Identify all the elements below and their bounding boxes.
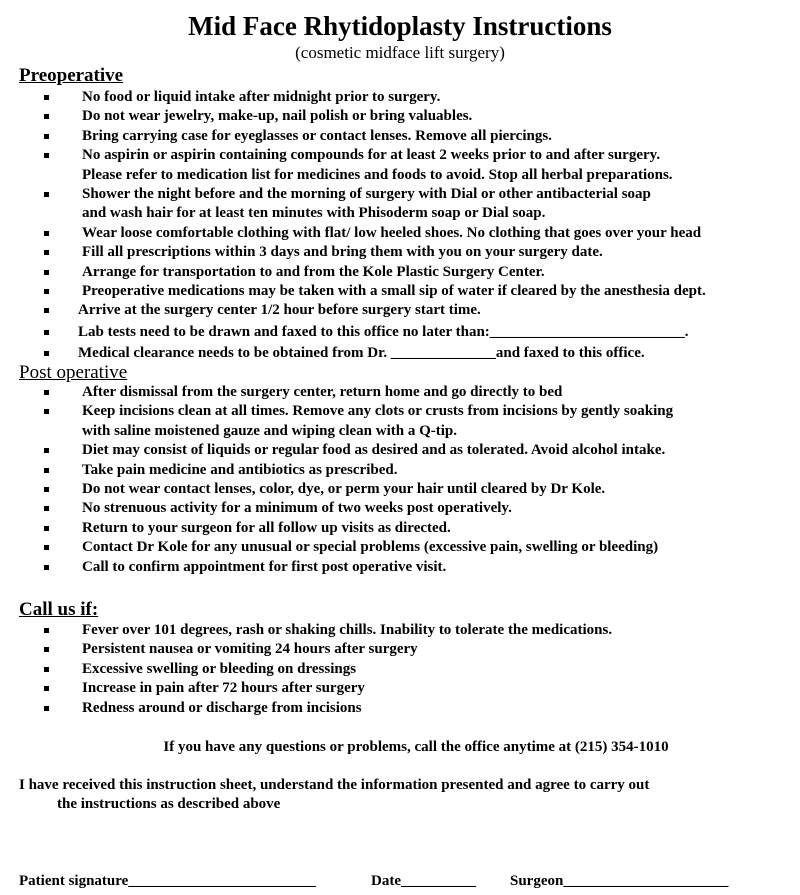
page-title: Mid Face Rhytidoplasty Instructions	[188, 11, 612, 41]
list-item: Arrive at the surgery center 1/2 hour before surgery start time.	[0, 301, 800, 320]
postoperative-list	[0, 383, 800, 577]
surgeon-signature-field[interactable]: Surgeon______________________	[510, 873, 729, 889]
list-item: Do not wear jewelry, make-up, nail polish or bring valuables.	[0, 107, 800, 126]
list-item-continuation: and wash hair for at least ten minutes with Phisoderm soap or Dial soap.	[82, 205, 546, 222]
list-item: Call to confirm appointment for first post operative visit.	[0, 558, 800, 577]
postoperative-heading: Post operative	[19, 362, 128, 383]
list-item: Lab tests need to be drawn and faxed to this office no later than:__________________________.	[0, 323, 800, 342]
list-item: Persistent nausea or vomiting 24 hours after surgery	[0, 640, 800, 659]
acknowledgement	[19, 776, 649, 815]
list-item: Arrange for transportation to and from the Kole Plastic Surgery Center.	[0, 263, 800, 282]
list-item: No strenuous activity for a minimum of two weeks post operatively.	[0, 499, 800, 518]
list-item: Contact Dr Kole for any unusual or special problems (excessive pain, swelling or bleeding)	[0, 538, 800, 557]
list-item: Shower the night before and the morning of surgery with Dial or other antibacterial soap	[0, 185, 800, 204]
acknowledgement-line: the instructions as described above	[57, 796, 281, 813]
call-us-list	[0, 621, 800, 718]
list-item: Increase in pain after 72 hours after surgery	[0, 679, 800, 698]
list-item: Diet may consist of liquids or regular food as desired and as tolerated. Avoid alcohol intake.	[0, 441, 800, 460]
list-item: Medical clearance needs to be obtained from Dr. ______________and faxed to this office.	[0, 344, 800, 363]
list-item: Fever over 101 degrees, rash or shaking chills. Inability to tolerate the medications.	[0, 621, 800, 640]
list-item: No aspirin or aspirin containing compounds for at least 2 weeks prior to and after surgery.	[0, 146, 800, 165]
list-item: Wear loose comfortable clothing with flat/ low heeled shoes. No clothing that goes over your head	[0, 224, 800, 243]
list-item: Do not wear contact lenses, color, dye, or perm your hair until cleared by Dr Kole.	[0, 480, 800, 499]
page-subtitle: (cosmetic midface lift surgery)	[295, 43, 505, 62]
contact-line: If you have any questions or problems, call the office anytime at (215) 354-1010	[163, 739, 669, 755]
list-item: Keep incisions clean at all times. Remove any clots or crusts from incisions by gently soaking	[0, 402, 800, 421]
date-field[interactable]: Date__________	[371, 873, 476, 889]
list-item-continuation: with saline moistened gauze and wiping clean with a Q-tip.	[82, 422, 458, 439]
preoperative-heading: Preoperative	[19, 65, 124, 86]
list-item: Preoperative medications may be taken with a small sip of water if cleared by the anesthesia dept.	[0, 282, 800, 301]
list-item: Return to your surgeon for all follow up visits as directed.	[0, 519, 800, 538]
patient-signature-field[interactable]: Patient signature_________________________	[19, 873, 316, 889]
list-item: No food or liquid intake after midnight prior to surgery.	[0, 88, 800, 107]
list-item: After dismissal from the surgery center, return home and go directly to bed	[0, 383, 800, 402]
call-us-heading: Call us if:	[19, 599, 99, 620]
preoperative-list	[0, 88, 800, 364]
list-item: Redness around or discharge from incisions	[0, 699, 800, 718]
acknowledgement-line: I have received this instruction sheet, understand the information presented and agree to carry out	[19, 777, 650, 793]
list-item: Take pain medicine and antibiotics as prescribed.	[0, 461, 800, 480]
list-item: Fill all prescriptions within 3 days and bring them with you on your surgery date.	[0, 243, 800, 262]
list-item-continuation: Please refer to medication list for medicines and foods to avoid. Stop all herbal preparations.	[82, 166, 673, 183]
list-item: Excessive swelling or bleeding on dressings	[0, 660, 800, 679]
list-item: Bring carrying case for eyeglasses or contact lenses. Remove all piercings.	[0, 127, 800, 146]
